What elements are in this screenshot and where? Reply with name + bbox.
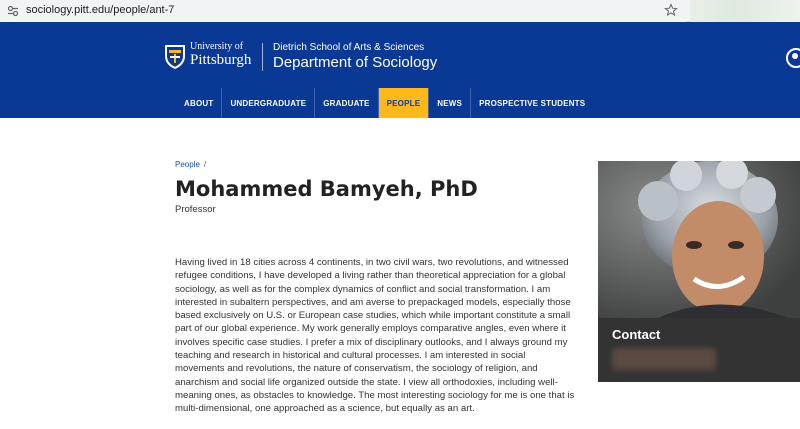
university-label: University of bbox=[190, 41, 244, 52]
nav-news[interactable]: NEWS bbox=[429, 88, 471, 118]
contact-heading: Contact bbox=[612, 327, 661, 342]
school-name[interactable]: Dietrich School of Arts & Sciences bbox=[273, 42, 425, 53]
contact-card bbox=[598, 318, 800, 382]
nav-prospective-students[interactable]: PROSPECTIVE STUDENTS bbox=[479, 98, 586, 108]
site-settings-icon[interactable] bbox=[7, 5, 19, 17]
biography-text: Having lived in 18 cities across 4 continents, in two civil wars, two revolutions, and witnessed refugee conditions, I have developed a living rather than theoretical appreciation for a global sociology, as well as for the complex dynamics of conflict and social transformation. I am interested in subaltern perspectives, and am averse to prepackaged models, especially those based exclusively on U.S. or European case studies, which while important constitute a small part of our global experience. My work generally employs comparative angles, even where it involves specific case studies. I prefer a mix of disciplinary outlooks, and I always ground my teaching and research in historical and cultural processes. I am interested in social movements and revolutions, the nature of conservatism, the sociology of religion, and anarchism and social life organized outside the state. I view all orthodoxies, including well-meaning ones, as obstacles to knowledge. The most interesting sociology for me is one that is multi-dimensional, one approached as a science, but equally as an art. bbox=[175, 257, 575, 415]
nav-about[interactable]: ABOUT bbox=[176, 88, 222, 118]
address-bar[interactable] bbox=[0, 0, 686, 22]
university-wordmark[interactable]: Pittsburgh bbox=[190, 52, 252, 68]
university-shield-icon[interactable] bbox=[163, 42, 187, 70]
page-title: Mohammed Bamyeh, PhD bbox=[175, 177, 478, 201]
nav-undergraduate[interactable]: UNDERGRADUATE bbox=[222, 88, 315, 118]
browser-toolbar bbox=[0, 0, 800, 22]
header-divider bbox=[262, 43, 263, 71]
portrait-image bbox=[598, 161, 800, 318]
profile-photo bbox=[598, 161, 800, 318]
extensions-area bbox=[690, 0, 800, 22]
main-navigation bbox=[176, 88, 593, 118]
department-name[interactable]: Department of Sociology bbox=[273, 54, 438, 71]
nav-graduate[interactable]: GRADUATE bbox=[315, 88, 378, 118]
job-title: Professor bbox=[175, 204, 216, 215]
bookmark-star-icon[interactable] bbox=[664, 3, 678, 17]
account-icon[interactable] bbox=[786, 48, 800, 68]
breadcrumb-people-link[interactable]: People bbox=[175, 160, 200, 169]
breadcrumb-separator: / bbox=[203, 160, 207, 169]
breadcrumb bbox=[175, 160, 206, 169]
url-text[interactable]: sociology.pitt.edu/people/ant-7 bbox=[26, 4, 175, 16]
nav-people[interactable]: PEOPLE bbox=[379, 88, 430, 118]
contact-details-redacted bbox=[612, 348, 716, 370]
site-header bbox=[0, 22, 800, 118]
